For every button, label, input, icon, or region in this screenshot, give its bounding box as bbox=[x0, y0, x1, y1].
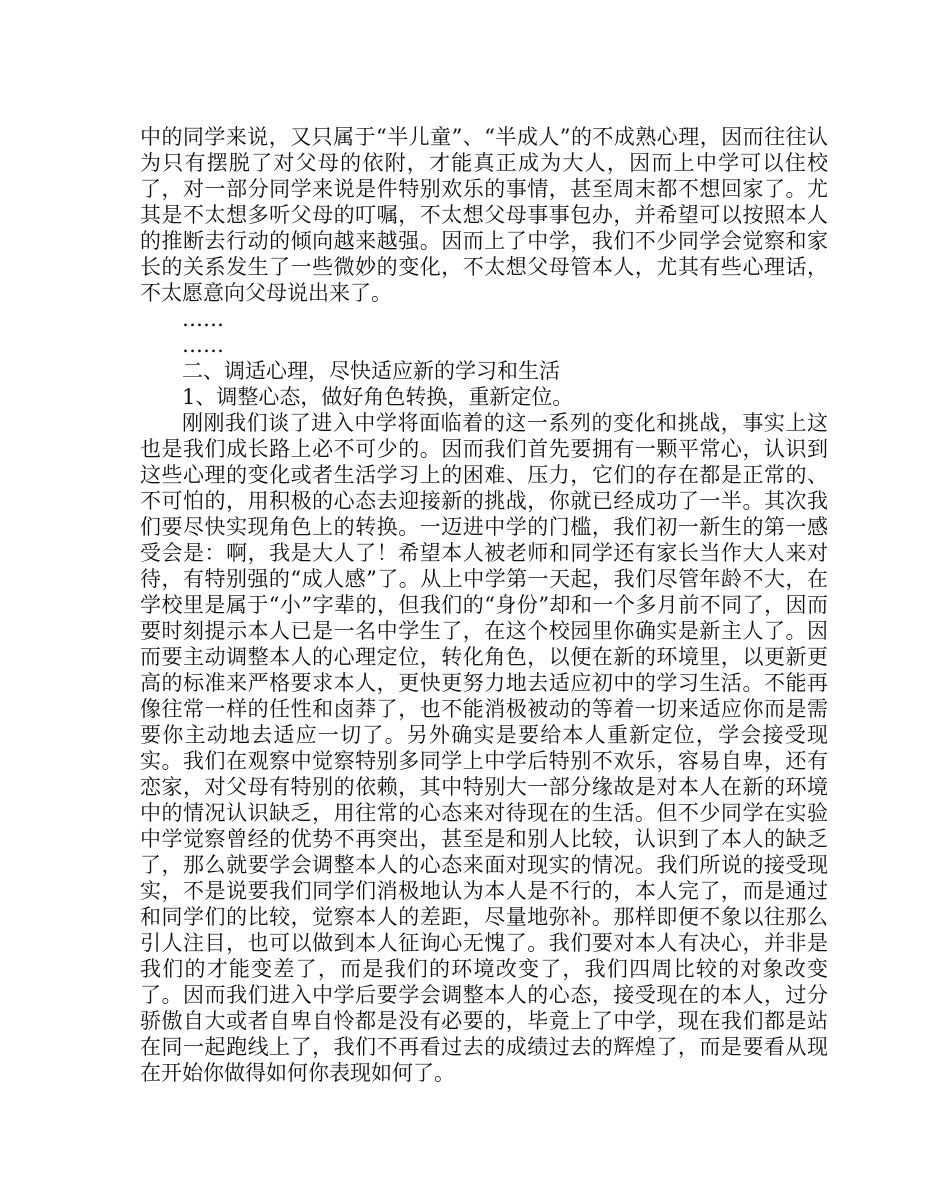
subsection-heading: 1、调整心态，做好角色转换，重新定位。 bbox=[182, 385, 574, 409]
document-page bbox=[140, 124, 828, 1086]
ellipsis-line-1: …… bbox=[182, 307, 224, 331]
continuation-paragraph: 中的同学来说，又只属于“半儿童”、“半成人”的不成熟心理，因而往往认为只有摆脱了对父母的依附，才能真正成为大人，因而上中学可以住校了，对一部分同学来说是件特别欢乐的事情，甚至周末都不想回家了。尤其是不太想多听父母的叮嘱，不太想父母事事包办，并希望可以按照本人的推断去行动的倾向越来越强。因而上了中学，我们不少同学会觉察和家长的关系发生了一些微妙的变化，不太想父母管本人，尤其有些心理话，不太愿意向父母说出来了。 bbox=[140, 125, 828, 305]
body-paragraph: 刚刚我们谈了进入中学将面临着的这一系列的变化和挑战，事实上这也是我们成长路上必不可少的。因而我们首先要拥有一颗平常心，认识到这些心理的变化或者生活学习上的困难、压力，它们的存在都是正常的、不可怕的，用积极的心态去迎接新的挑战，你就已经成功了一半。其次我们要尽快实现角色上的转换。一迈进中学的门槛，我们初一新生的第一感受会是：啊，我是大人了！希望本人被老师和同学还有家长当作大人来对待，有特别强的“成人感”了。从上中学第一天起，我们尽管年龄不大，在学校里是属于“小”字辈的，但我们的“身份”却和一个多月前不同了，因而要时刻提示本人已是一名中学生了，在这个校园里你确实是新主人了。因而要主动调整本人的心理定位，转化角色，以便在新的环境里，以更新更高的标准来严格要求本人，更快更努力地去适应初中的学习生活。不能再像往常一样的任性和卤莽了，也不能消极被动的等着一切来适应你而是需要你主动地去适应一切了。另外确实是要给本人重新定位，学会接受现实。我们在观察中觉察特别多同学上中学后特别不欢乐，容易自卑，还有恋家，对父母有特别的依赖，其中特别大一部分缘故是对本人在新的环境中的情况认识缺乏，用往常的心态来对待现在的生活。但不少同学在实验中学觉察曾经的优势不再突出，甚至是和别人比较，认识到了本人的缺乏了，那么就要学会调整本人的心态来面对现实的情况。我们所说的接受现实，不是说要我们同学们消极地认为本人是不行的，本人完了，而是通过和同学们的比较，觉察本人的差距，尽量地弥补。那样即便不象以往那么引人注目，也可以做到本人征询心无愧了。我们要对本人有决心，并非是我们的才能变差了，而是我们的环境改变了，我们四周比较的对象改变了。因而我们进入中学后要学会调整本人的心态，接受现在的本人，过分骄傲自大或者自卑自怜都是没有必要的，毕竟上了中学，现在我们都是站在同一起跑线上了，我们不再看过去的成绩过去的辉煌了，而是要看从现在开始你做得如何你表现如何了。 bbox=[140, 411, 828, 1085]
ellipsis-line-2: …… bbox=[182, 333, 224, 357]
section-heading: 二、调适心理，尽快适应新的学习和生活 bbox=[182, 359, 560, 383]
